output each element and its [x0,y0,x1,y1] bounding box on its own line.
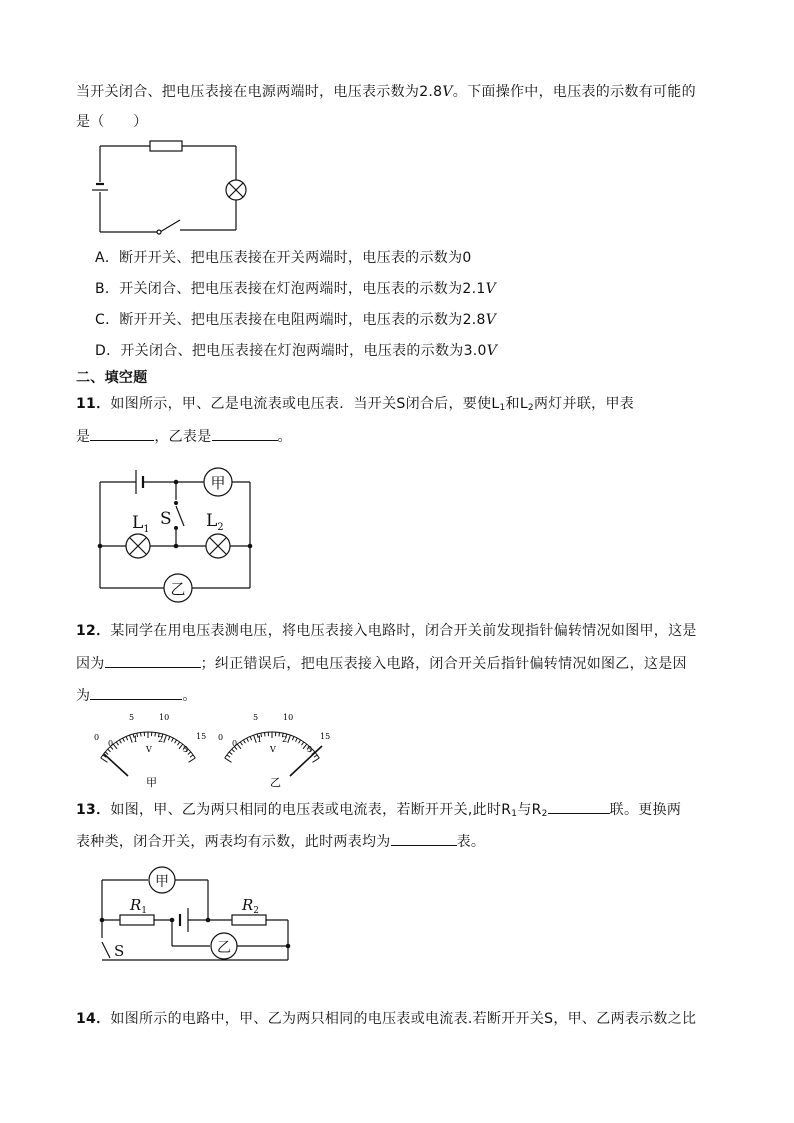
meter-yi-label: 乙 [170,580,186,598]
scale-tick [240,742,242,745]
meter-jia-label: 甲 [210,474,226,492]
scale-tick [164,735,167,743]
meter-caption: 乙 [270,776,281,789]
scale-tick [188,752,191,755]
scale-tick [130,735,133,743]
q11-circuit-diagram [96,464,256,598]
switch-blade [102,942,110,958]
scale-tick [292,736,294,740]
svg-text:1: 1 [133,735,139,744]
scale-tick [229,752,232,755]
q10-option-a: A．断开开关、把电压表接在开关两端时，电压表的示数为0 [95,250,472,266]
scale-tick [126,736,128,740]
switch-blade [160,220,180,232]
scale-tick [168,736,170,740]
resistor-r1 [120,915,154,925]
resistor-r2 [232,915,266,925]
svg-text:1: 1 [257,735,263,744]
scale-tick [190,755,193,757]
scale-tick [172,738,174,742]
q11-line2: 是 ，乙表是 。 [76,426,292,447]
meter-jia-label: 甲 [155,874,169,890]
scale-tick [288,735,291,743]
scale-tick [155,733,156,737]
meter-yi-label: 乙 [217,940,231,956]
meter-caption: 甲 [146,776,157,789]
q13-blank-1[interactable] [548,799,610,814]
scale-tick [189,758,196,762]
q12-line1: 12．某同学在用电压表测电压，将电压表接入电路时，闭合开关前发现指针偏转情况如图甲，这是 [76,623,697,639]
svg-text:3: 3 [307,745,313,754]
q10-option-d: D．开关闭合、把电压表接在灯泡两端时，电压表的示数为3.0V [95,343,498,359]
scale-tick [265,733,266,737]
svg-text:2: 2 [158,735,164,744]
scale-tick [141,733,142,737]
lamp2-label: $L_2$ [206,511,224,533]
svg-text:V: V [270,745,276,754]
switch-label: S [160,509,172,529]
svg-text:0: 0 [108,739,114,748]
svg-text:10: 10 [159,713,170,722]
q10-option-b: B．开关闭合、把电压表接在灯泡两端时，电压表的示数为2.1V [95,281,496,297]
scale-tick [232,749,235,752]
q10-circuit-diagram [90,138,250,238]
scale-tick [279,733,280,737]
scale-tick [299,740,301,743]
scale-tick [296,738,298,742]
svg-text:15: 15 [196,732,207,741]
q12-blank-2[interactable] [90,685,182,700]
q10-stem-line1: 当开关闭合、把电压表接在电源两端时，电压表示数为2.8V。下面操作中，电压表的示数有可能的 [76,84,696,100]
q10-option-c: C．断开开关、把电压表接在电阻两端时，电压表的示数为2.8V [95,312,497,328]
scale-tick [250,736,252,740]
scale-tick [101,758,108,762]
scale-tick [313,758,320,762]
svg-text:15: 15 [320,732,331,741]
q13-blank-2[interactable] [391,831,457,846]
q11-blank-yi[interactable] [212,426,278,441]
section-title: 二、填空题 [76,370,148,386]
resistor [150,141,182,151]
switch-blade [176,506,184,526]
q13-circuit-diagram [96,866,296,970]
q12-line2: 因为 ；纠正错误后，把电压表接入电路，闭合开关后指针偏转情况如图乙，这是因 [76,653,687,674]
svg-text:2: 2 [282,735,288,744]
svg-text:0: 0 [94,733,100,742]
scale-tick [237,744,241,749]
scale-tick [116,742,118,745]
svg-text:V: V [146,745,152,754]
svg-text:5: 5 [129,713,135,722]
svg-text:0: 0 [232,739,238,748]
scale-tick [301,742,303,745]
svg-text:5: 5 [253,713,259,722]
svg-text:0: 0 [218,733,224,742]
scale-tick [108,749,111,752]
q14-line1: 14．如图所示的电路中，甲、乙为两只相同的电压表或电流表.若断开开关S，甲、乙两表示数之比 [76,1011,697,1027]
q11-blank-jia[interactable] [90,426,154,441]
q12-line3: 为 。 [76,685,197,706]
scale-tick [177,742,179,745]
scale-tick [113,744,117,749]
switch-label: S [114,942,125,960]
q10-stem-line2: 是（ ） [76,114,148,130]
q13-line2: 表种类，闭合开关，两表均有示数，此时两表均为 表。 [76,831,485,852]
q12-voltmeter-yi [214,710,338,794]
scale-tick [314,755,317,757]
q11-line1: 11．如图所示，甲、乙是电流表或电压表．当开关S闭合后，要使$L_1$和$L_2$两灯并联，甲表 [76,396,635,413]
scale-tick [243,740,245,743]
scale-tick [105,752,108,755]
lamp1-label: $L_1$ [132,513,150,535]
needle [290,746,322,776]
needle [104,754,128,776]
scale-tick [227,755,230,757]
r2-label: $R_2$ [242,896,260,916]
q12-blank-1[interactable] [105,653,201,668]
scale-tick [175,740,177,743]
r1-label: $R_1$ [130,896,148,916]
q13-line1: 13．如图，甲、乙为两只相同的电压表或电流表，若断开开关,此时$R_1$与$R_2$ 联。更换两 [76,799,681,820]
scale-tick [123,738,125,742]
scale-tick [225,758,232,762]
scale-tick [247,738,249,742]
q12-voltmeter-jia [90,710,214,794]
scale-tick [119,740,121,743]
scale-tick [254,735,257,743]
svg-text:10: 10 [283,713,294,722]
svg-text:3: 3 [183,745,189,754]
